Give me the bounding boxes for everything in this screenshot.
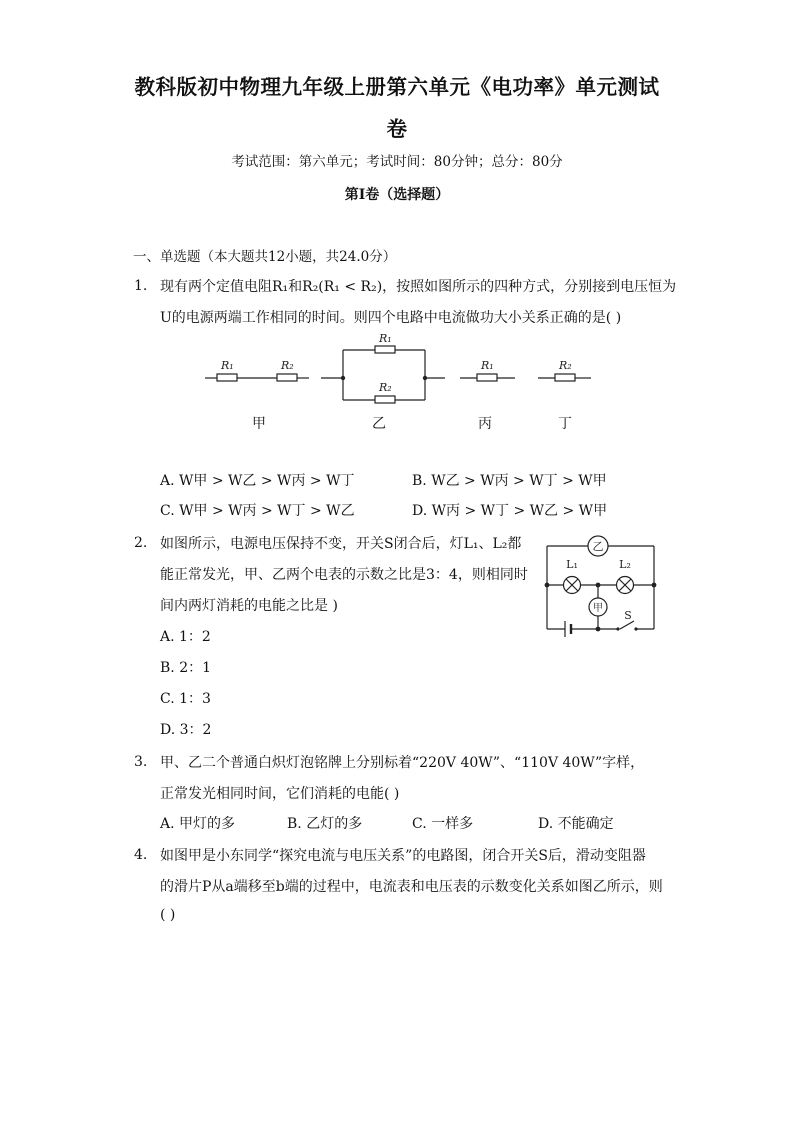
- volume-title: 第Ⅰ卷（选择题）: [344, 187, 450, 203]
- label-r2-ding: R₂: [559, 359, 572, 372]
- q3-option-d: D. 不能确定: [538, 816, 614, 832]
- label-r1-yi: R₁: [379, 332, 392, 345]
- circuit-label-jia: 甲: [252, 416, 266, 432]
- meter-jia-label: 甲: [593, 603, 603, 614]
- label-r1-jia: R₁: [221, 359, 234, 372]
- q2-option-a: A. 1：2: [160, 629, 211, 645]
- q3-option-b: B. 乙灯的多: [287, 816, 363, 832]
- question-2-line3: 间内两灯消耗的电能之比是 ): [160, 598, 338, 614]
- section-title: 一、单选题（本大题共12小题，共24.0分）: [133, 249, 397, 265]
- q2-option-d: D. 3：2: [160, 722, 212, 738]
- question-4-line1: 如图甲是小东同学“探究电流与电压关系”的电路图，闭合开关S后，滑动变阻器: [160, 848, 646, 864]
- question-1-line1: 现有两个定值电阻R₁和R₂(R₁ < R₂)，按照如图所示的四种方式，分别接到电压恒为: [160, 279, 677, 295]
- resistor-r1-jia: [217, 374, 237, 381]
- switch-s-label: S: [624, 609, 632, 622]
- q1-circuit-figure: [195, 330, 605, 410]
- label-r2-yi: R₂: [379, 381, 392, 394]
- page-title-line2: 卷: [386, 117, 408, 141]
- question-2-number: 2.: [134, 535, 148, 551]
- q3-option-a: A. 甲灯的多: [160, 816, 236, 832]
- question-3-number: 3.: [134, 754, 148, 770]
- question-2-line1: 如图所示，电源电压保持不变，开关S闭合后，灯L₁、L₂都: [160, 536, 522, 552]
- question-3-line1: 甲、乙二个普通白炽灯泡铭牌上分别标着“220V 40W”、“110V 40W”字样，: [160, 755, 645, 771]
- question-4-line3: ( ): [160, 907, 176, 923]
- q1-option-d: D. W丙 > W丁 > W乙 > W甲: [412, 503, 608, 519]
- q2-option-c: C. 1：3: [160, 691, 211, 707]
- lamp-l2-label: L₂: [619, 558, 631, 571]
- lamp-l1-label: L₁: [566, 558, 578, 571]
- question-2-line2: 能正常发光，甲、乙两个电表的示数之比是3：4，则相同时: [160, 567, 528, 583]
- circuit-label-yi: 乙: [372, 416, 386, 432]
- q1-option-b: B. W乙 > W丙 > W丁 > W甲: [412, 473, 607, 489]
- resistor-r1-bing: [477, 374, 497, 381]
- q3-option-c: C. 一样多: [412, 816, 474, 832]
- meter-yi-label: 乙: [592, 540, 604, 553]
- exam-info: 考试范围：第六单元；考试时间：80分钟；总分：80分: [231, 154, 563, 170]
- label-r2-jia: R₂: [281, 359, 294, 372]
- question-3-line2: 正常发光相同时间，它们消耗的电能( ): [160, 786, 400, 802]
- q2-option-b: B. 2：1: [160, 660, 212, 676]
- resistor-r2-yi: [375, 396, 395, 403]
- question-1-number: 1.: [134, 278, 148, 294]
- q2-circuit-figure: [540, 532, 665, 642]
- page-title-line1: 教科版初中物理九年级上册第六单元《电功率》单元测试: [134, 75, 660, 99]
- q1-option-c: C. W甲 > W丙 > W丁 > W乙: [160, 503, 355, 519]
- circuit-label-bing: 丙: [478, 416, 492, 432]
- question-1-line2: U的电源两端工作相同的时间。则四个电路中电流做功大小关系正确的是( ): [160, 310, 622, 326]
- circuit-label-ding: 丁: [558, 416, 572, 432]
- resistor-r1-yi: [375, 346, 395, 353]
- resistor-r2-jia: [277, 374, 297, 381]
- question-4-line2: 的滑片P从a端移至b端的过程中，电流表和电压表的示数变化关系如图乙所示，则: [160, 879, 663, 895]
- resistor-r2-ding: [555, 374, 575, 381]
- q1-option-a: A. W甲 > W乙 > W丙 > W丁: [160, 473, 355, 489]
- question-4-number: 4.: [134, 847, 148, 863]
- label-r1-bing: R₁: [481, 359, 494, 372]
